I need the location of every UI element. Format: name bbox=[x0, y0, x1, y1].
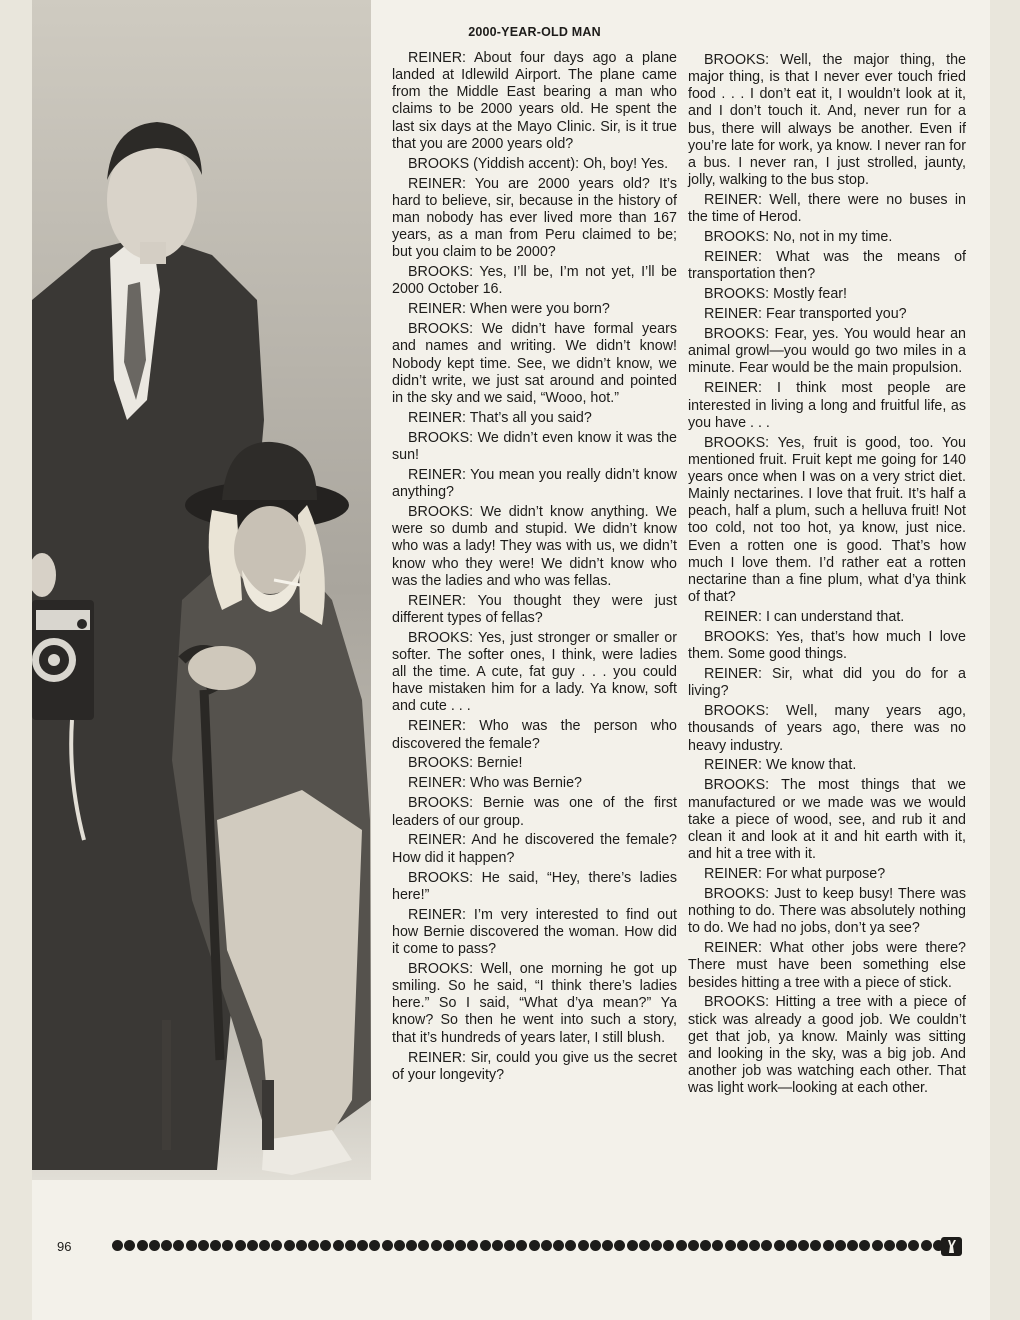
paragraph: REINER: Sir, could you give us the secret of your longevity? bbox=[392, 1049, 677, 1083]
footer-dot bbox=[749, 1240, 760, 1251]
footer-dot bbox=[823, 1240, 834, 1251]
footer-dot bbox=[835, 1240, 846, 1251]
paragraph: REINER: What was the means of transportation then? bbox=[688, 249, 966, 283]
footer-dot bbox=[504, 1240, 515, 1251]
paragraph: BROOKS: No, not in my time. bbox=[704, 229, 893, 246]
paragraph: BROOKS: Yes, I’ll be, I’m not yet, I’ll be 2000 October 16. bbox=[392, 264, 677, 298]
footer-dot bbox=[149, 1240, 160, 1251]
footer-dot bbox=[308, 1240, 319, 1251]
footer-dot bbox=[725, 1240, 736, 1251]
paragraph: BROOKS: Well, many years ago, thousands of years ago, there was no heavy industry. bbox=[688, 703, 966, 754]
paragraph: REINER: That’s all you said? bbox=[408, 409, 592, 426]
paragraph: REINER: You thought they were just different types of fellas? bbox=[392, 592, 677, 626]
paragraph: REINER: When were you born? bbox=[408, 301, 610, 318]
paragraph: REINER: And he discovered the female? How did it happen? bbox=[392, 832, 677, 866]
footer-dot bbox=[406, 1240, 417, 1251]
footer-dot bbox=[161, 1240, 172, 1251]
bunny-logo-icon bbox=[941, 1237, 962, 1256]
paragraph: BROOKS: Well, the major thing, the major thing, is that I never ever touch fried food . . . I don’t eat it, I wouldn’t look at it, and I don’t touch it. And, never run for a bus, there will always be another. Even if you’re late for work, ya know. I never ran for a bus. I never ran, I just strolled, jaunty, jolly, walking to the bus stop. bbox=[688, 52, 966, 189]
footer-dot bbox=[247, 1240, 258, 1251]
portrait-photo bbox=[32, 0, 371, 1180]
paragraph: BROOKS (Yiddish accent): Oh, boy! Yes. bbox=[408, 155, 669, 172]
paragraph: REINER: Sir, what did you do for a living? bbox=[688, 666, 966, 700]
footer-dot bbox=[382, 1240, 393, 1251]
footer-dot bbox=[798, 1240, 809, 1251]
footer-dot bbox=[480, 1240, 491, 1251]
paragraph: REINER: I can understand that. bbox=[704, 609, 905, 626]
footer-dot bbox=[186, 1240, 197, 1251]
paragraph: REINER: Who was Bernie? bbox=[408, 775, 583, 792]
footer-dot bbox=[112, 1240, 123, 1251]
paragraph: REINER: What other jobs were there? There must have been something else besides hitting a tree with a piece of stick. bbox=[688, 940, 966, 991]
footer-dot bbox=[847, 1240, 858, 1251]
footer-dot bbox=[872, 1240, 883, 1251]
footer-dot bbox=[786, 1240, 797, 1251]
paragraph: REINER: We know that. bbox=[704, 757, 857, 774]
paragraph: BROOKS: Well, one morning he got up smiling. So he said, “I think there’s ladies here.” So I said, “What d’ya mean?” Ya know? So then he went into such a story, that it’s hundreds of years later, I still blush. bbox=[392, 960, 677, 1046]
footer-dot bbox=[676, 1240, 687, 1251]
footer-dot bbox=[578, 1240, 589, 1251]
footer-dot bbox=[896, 1240, 907, 1251]
footer-dot bbox=[921, 1240, 932, 1251]
paragraph: BROOKS: Yes, that’s how much I love them. Some good things. bbox=[688, 628, 966, 663]
footer-dot bbox=[688, 1240, 699, 1251]
footer-dot bbox=[443, 1240, 454, 1251]
footer-dot bbox=[333, 1240, 344, 1251]
paragraph: BROOKS: He said, “Hey, there’s ladies here!” bbox=[392, 869, 677, 903]
footer-dot bbox=[357, 1240, 368, 1251]
paragraph: REINER: Fear transported you? bbox=[704, 306, 907, 323]
paragraph: BROOKS: Yes, fruit is good, too. You mentioned fruit. Fruit kept me going for 140 years once when I was on a very strict diet. Mainly nectarines. I love that fruit. It’s half a peach, half a plum, such a helluva fruit! Not too cold, not too hot, ya know, just nice. Even a rotten one is good. That’s how much I love them. I’d rather eat a rotten nectarine than a fine plum, what d’ya think of that? bbox=[688, 434, 966, 606]
paragraph: BROOKS: We didn’t know anything. We were so dumb and stupid. We didn’t know who was a lady! They was with us, we didn’t know who they were! We didn’t know who was the ladies and who was fellas. bbox=[392, 504, 677, 589]
page-number: 96 bbox=[57, 1239, 72, 1254]
paragraph: REINER: For what purpose? bbox=[704, 865, 886, 882]
footer-dot bbox=[455, 1240, 466, 1251]
footer-dot bbox=[700, 1240, 711, 1251]
paragraph: BROOKS: Yes, just stronger or smaller or softer. The softer ones, I think, were ladies all the time. A cute, fat guy . . . you could have mistaken him for a lady. Ya know, soft and cute . . . bbox=[392, 629, 677, 715]
footer-dot bbox=[541, 1240, 552, 1251]
article-title: 2000-YEAR-OLD MAN bbox=[468, 25, 601, 39]
paragraph: BROOKS: The most things that we manufactured or we made was we would take a piece of wood, see, and rub it and clean it and look at it and hit earth with it, and hit a tree with it. bbox=[688, 777, 966, 863]
paragraph: REINER: You are 2000 years old? It’s hard to believe, sir, because in the history of man nobody has ever lived more than 167 years, as a man from Peru claimed to be; but you claim to be 2000? bbox=[392, 175, 677, 261]
footer-dot bbox=[737, 1240, 748, 1251]
footer-dot bbox=[210, 1240, 221, 1251]
footer-dot bbox=[651, 1240, 662, 1251]
footer-dot bbox=[553, 1240, 564, 1251]
footer-dot bbox=[639, 1240, 650, 1251]
paragraph: REINER: I’m very interested to find out how Bernie discovered the woman. How did it come to pass? bbox=[392, 906, 677, 957]
footer-dot bbox=[137, 1240, 148, 1251]
paragraph: REINER: I think most people are interested in living a long and fruitful life, as you have . . . bbox=[688, 380, 966, 431]
paragraph: REINER: About four days ago a plane landed at Idlewild Airport. The plane came from the Middle East bearing a man who claims to be 2000 years old. He spent the last six days at the Mayo Clinic. Sir, is it true that you are 2000 years old? bbox=[392, 50, 677, 152]
paragraph: BROOKS: Mostly fear! bbox=[704, 286, 848, 303]
paragraph: BROOKS: Bernie! bbox=[408, 755, 523, 772]
footer-dot bbox=[394, 1240, 405, 1251]
footer-dot bbox=[259, 1240, 270, 1251]
text-column-left bbox=[392, 50, 677, 1087]
paragraph: BROOKS: Bernie was one of the first leaders of our group. bbox=[392, 795, 677, 829]
footer-dot bbox=[198, 1240, 209, 1251]
footer-dot bbox=[296, 1240, 307, 1251]
text-column-right bbox=[688, 52, 966, 1100]
paragraph: BROOKS: We didn’t even know it was the sun! bbox=[392, 429, 677, 464]
paragraph: REINER: Well, there were no buses in the time of Herod. bbox=[688, 192, 966, 226]
paragraph: BROOKS: Fear, yes. You would hear an animal growl—you would go two miles in a minute. Fear would be the main propulsion. bbox=[688, 326, 966, 377]
paragraph: BROOKS: Hitting a tree with a piece of stick was already a good job. We couldn’t get that job, ya know. Mainly was sitting and looking in the sky, was a big job. And another job was watching each other. That was light work—looking at each other. bbox=[688, 994, 966, 1097]
footer-dot bbox=[774, 1240, 785, 1251]
paragraph: BROOKS: We didn’t have formal years and names and writing. We didn’t know! Nobody kept time. See, we didn’t know, we didn’t write, we just sat around and pointed in the sky and we said, “Wooo, hot.” bbox=[392, 321, 677, 406]
footer-dot bbox=[235, 1240, 246, 1251]
footer-dot bbox=[284, 1240, 295, 1251]
footer-dot bbox=[627, 1240, 638, 1251]
paragraph: BROOKS: Just to keep busy! There was nothing to do. There was absolutely nothing to do. We had no jobs, don’t ya see? bbox=[688, 885, 966, 937]
footer-dot bbox=[492, 1240, 503, 1251]
footer-dot bbox=[529, 1240, 540, 1251]
paragraph: REINER: You mean you really didn’t know anything? bbox=[392, 466, 677, 501]
footer-dot bbox=[884, 1240, 895, 1251]
footer-dot bbox=[345, 1240, 356, 1251]
footer-dot bbox=[431, 1240, 442, 1251]
footer-dot bbox=[590, 1240, 601, 1251]
footer-dot bbox=[602, 1240, 613, 1251]
paragraph: REINER: Who was the person who discovered the female? bbox=[392, 718, 677, 752]
